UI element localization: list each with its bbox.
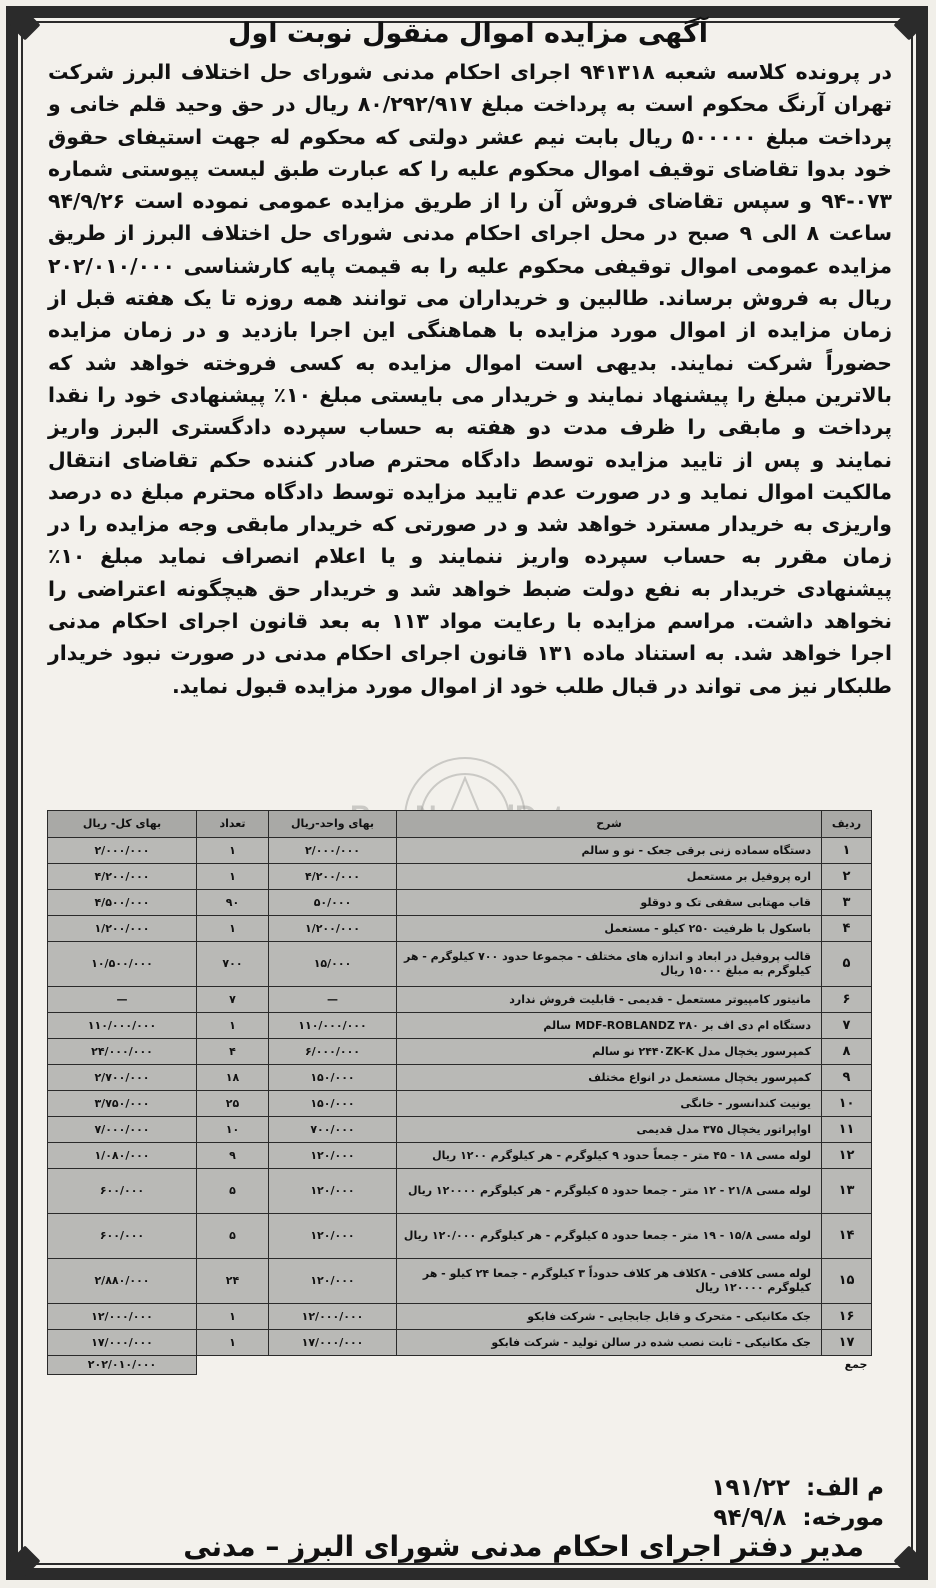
signature-line: مدیر دفتر اجرای احکام مدنی شورای البرز – مدنی	[183, 1530, 864, 1563]
total-value: ۲۰۲/۰۱۰/۰۰۰	[48, 1356, 197, 1375]
items-table	[47, 810, 872, 1375]
notice-date	[713, 1505, 884, 1531]
quantity-cell: ۴	[197, 1039, 269, 1065]
description-cell: لوله مسی ۲۱/۸ - ۱۲ متر - جمعا حدود ۵ کیلوگرم - هر کیلوگرم ۱۲۰۰۰۰ ریال	[397, 1169, 822, 1214]
row-number-cell: ۱۲	[822, 1143, 872, 1169]
unit-price-cell: ۱۵/۰۰۰	[269, 942, 397, 987]
total-price-cell: ۱/۰۸۰/۰۰۰	[48, 1143, 197, 1169]
quantity-cell: ۹	[197, 1143, 269, 1169]
total-spacer	[197, 1356, 822, 1375]
table-header-row	[48, 811, 872, 838]
unit-price-cell: ۷۰۰/۰۰۰	[269, 1117, 397, 1143]
quantity-cell: ۷	[197, 987, 269, 1013]
quantity-cell: ۲۵	[197, 1091, 269, 1117]
unit-price-cell: ۱۲۰/۰۰۰	[269, 1143, 397, 1169]
total-price-cell: ۶۰۰/۰۰۰	[48, 1169, 197, 1214]
reference-number	[711, 1475, 884, 1501]
total-price-cell: ۱۱۰/۰۰۰/۰۰۰	[48, 1013, 197, 1039]
table-row	[48, 916, 872, 942]
row-number-cell: ۴	[822, 916, 872, 942]
row-number-cell: ۱۴	[822, 1214, 872, 1259]
total-price-cell: ۷/۰۰۰/۰۰۰	[48, 1117, 197, 1143]
description-cell: اره پروفیل بر مستعمل	[397, 864, 822, 890]
quantity-cell: ۵	[197, 1214, 269, 1259]
unit-price-cell: ۱۵۰/۰۰۰	[269, 1065, 397, 1091]
date-value: ۹۴/۹/۸	[713, 1505, 787, 1531]
quantity-cell: ۱۸	[197, 1065, 269, 1091]
quantity-cell: ۱	[197, 864, 269, 890]
unit-price-cell: ۵۰/۰۰۰	[269, 890, 397, 916]
total-price-cell: ۱۷/۰۰۰/۰۰۰	[48, 1330, 197, 1356]
table-row	[48, 1304, 872, 1330]
date-label: مورخه:	[802, 1505, 884, 1531]
table-row	[48, 838, 872, 864]
description-cell: لوله مسی ۱۸ - ۴۵ متر - جمعاً حدود ۹ کیلوگرم - هر کیلوگرم ۱۲۰۰ ریال	[397, 1143, 822, 1169]
header-unit-price: بهای واحد-ریال	[269, 811, 397, 838]
row-number-cell: ۸	[822, 1039, 872, 1065]
table-row	[48, 1039, 872, 1065]
row-number-cell: ۵	[822, 942, 872, 987]
row-number-cell: ۲	[822, 864, 872, 890]
row-number-cell: ۱	[822, 838, 872, 864]
unit-price-cell: ۱۲۰/۰۰۰	[269, 1169, 397, 1214]
table-row	[48, 1259, 872, 1304]
table-row	[48, 864, 872, 890]
table-row	[48, 942, 872, 987]
row-number-cell: ۱۷	[822, 1330, 872, 1356]
row-number-cell: ۱۰	[822, 1091, 872, 1117]
description-cell: مانیتور کامپیوتر مستعمل - قدیمی - قابلیت فروش ندارد	[397, 987, 822, 1013]
reference-label: م الف:	[806, 1475, 884, 1501]
total-price-cell: ۳/۷۵۰/۰۰۰	[48, 1091, 197, 1117]
description-cell: کمپرسور یخچال مستعمل در انواع مختلف	[397, 1065, 822, 1091]
table-body	[48, 838, 872, 1356]
quantity-cell: ۱	[197, 916, 269, 942]
total-price-cell: ۲/۸۸۰/۰۰۰	[48, 1259, 197, 1304]
notice-title: آگهی مزایده اموال منقول نوبت اول	[228, 18, 708, 49]
table-total-row	[48, 1356, 872, 1375]
quantity-cell: ۷۰۰	[197, 942, 269, 987]
table-row	[48, 1214, 872, 1259]
total-price-cell: —	[48, 987, 197, 1013]
unit-price-cell: ۲/۰۰۰/۰۰۰	[269, 838, 397, 864]
description-cell: جک مکانیکی - متحرک و قابل جابجایی - شرکت فابکو	[397, 1304, 822, 1330]
quantity-cell: ۲۴	[197, 1259, 269, 1304]
total-price-cell: ۴/۲۰۰/۰۰۰	[48, 864, 197, 890]
table-row	[48, 1169, 872, 1214]
quantity-cell: ۱	[197, 1304, 269, 1330]
unit-price-cell: ۱۱۰/۰۰۰/۰۰۰	[269, 1013, 397, 1039]
description-cell: جک مکانیکی - ثابت نصب شده در سالن تولید - شرکت فابکو	[397, 1330, 822, 1356]
table-row	[48, 890, 872, 916]
table-row	[48, 1013, 872, 1039]
row-number-cell: ۱۳	[822, 1169, 872, 1214]
total-price-cell: ۴/۵۰۰/۰۰۰	[48, 890, 197, 916]
table-row	[48, 1091, 872, 1117]
description-cell: باسکول با ظرفیت ۲۵۰ کیلو - مستعمل	[397, 916, 822, 942]
row-number-cell: ۹	[822, 1065, 872, 1091]
description-cell: لوله مسی کلافی - ۸کلاف هر کلاف حدوداً ۳ کیلوگرم - جمعا ۲۴ کیلو - هر کیلوگرم ۱۲۰۰۰۰ ریال	[397, 1259, 822, 1304]
table-row	[48, 1065, 872, 1091]
row-number-cell: ۱۶	[822, 1304, 872, 1330]
total-price-cell: ۲۴/۰۰۰/۰۰۰	[48, 1039, 197, 1065]
description-cell: لوله مسی ۱۵/۸ - ۱۹ متر - جمعا حدود ۵ کیلوگرم - هر کیلوگرم ۱۲۰/۰۰۰ ریال	[397, 1214, 822, 1259]
row-number-cell: ۱۵	[822, 1259, 872, 1304]
row-number-cell: ۱۱	[822, 1117, 872, 1143]
unit-price-cell: ۱۵۰/۰۰۰	[269, 1091, 397, 1117]
unit-price-cell: ۶/۰۰۰/۰۰۰	[269, 1039, 397, 1065]
quantity-cell: ۹۰	[197, 890, 269, 916]
row-number-cell: ۶	[822, 987, 872, 1013]
header-description: شرح	[397, 811, 822, 838]
table-row	[48, 987, 872, 1013]
description-cell: یونیت کندانسور - خانگی	[397, 1091, 822, 1117]
total-price-cell: ۱۲/۰۰۰/۰۰۰	[48, 1304, 197, 1330]
row-number-cell: ۷	[822, 1013, 872, 1039]
notice-body: در پرونده کلاسه شعبه ۹۴۱۳۱۸ اجرای احکام مدنی شورای حل اختلاف البرز شرکت تهران آرنگ محکوم است به پرداخت مبلغ ۸۰/۲۹۲/۹۱۷ ریال در حق وحید قلم خانی و پرداخت مبلغ ۵۰۰۰۰۰ ریال بابت نیم عشر دولتی که محکوم له جهت استیفای حقوق خود بدوا تقاضای توقیف اموال محکوم علیه را که عبارت طبق لیست پیوستی شماره ۰۷۳-۹۴ و سپس تقاضای فروش آن را از طریق مزایده عمومی نموده است ۹۴/۹/۲۶ ساعت ۸ الی ۹ صبح در محل اجرای احکام مدنی شورای حل اختلاف البرز از طریق مزایده عمومی اموال توقیفی محکوم علیه را به قیمت پایه کارشناسی ۲۰۲/۰۱۰/۰۰۰ ریال به فروش برساند. طالبین و خریداران می توانند همه روزه تا یک هفته قبل از زمان مزایده از اموال مورد مزایده با هماهنگی این اجرا بازدید و در زمان مزایده حضوراً شرکت نمایند. بدیهی است اموال مزایده به کسی فروخته خواهد شد که بالاترین مبلغ را پیشنهاد نمایند و خریدار می بایستی مبلغ ۱۰٪ پیشنهادی خود را نقدا پرداخت و مابقی را ظرف مدت دو هفته به حساب سپرده دادگستری البرز واریز نمایند و پس از تایید مزایده توسط دادگاه محترم صادر کننده حکم تقاضای انتقال مالکیت اموال نماید و در صورت عدم تایید مزایده توسط دادگاه محترم مبلغ ده درصد واریزی به خریدار مسترد خواهد شد و در صورتی که خریدار مابقی وجه مزایده را در زمان مقرر به حساب سپرده واریز ننمایند و یا اعلام انصراف نماید مبلغ ۱۰٪ پیشنهادی خریدار به نفع دولت ضبط خواهد شد و خریدار حق هیچگونه اعتراضی را نخواهد داشت. مراسم مزایده با رعایت مواد ۱۱۳ به بعد قانون اجرای احکام مدنی اجرا خواهد شد. به استناد ماده ۱۳۱ قانون اجرای احکام مدنی در صورت نبود خریدار طلبکار نیز می تواند در قبال طلب خود از اموال مورد مزایده قبول نماید.	[48, 60, 893, 698]
unit-price-cell: ۱۲۰/۰۰۰	[269, 1259, 397, 1304]
header-row-number: ردیف	[822, 811, 872, 838]
total-price-cell: ۱/۲۰۰/۰۰۰	[48, 916, 197, 942]
description-cell: قالب پروفیل در ابعاد و اندازه های مختلف - مجموعا حدود ۷۰۰ کیلوگرم - هر کیلوگرم به مبلغ ۱۵۰۰۰ ریال	[397, 942, 822, 987]
table-row	[48, 1117, 872, 1143]
total-price-cell: ۶۰۰/۰۰۰	[48, 1214, 197, 1259]
description-cell: کمپرسور یخچال مدل ۲۴۴۰ZK-K نو سالم	[397, 1039, 822, 1065]
quantity-cell: ۵	[197, 1169, 269, 1214]
total-price-cell: ۲/۰۰۰/۰۰۰	[48, 838, 197, 864]
header-quantity: تعداد	[197, 811, 269, 838]
unit-price-cell: ۱/۲۰۰/۰۰۰	[269, 916, 397, 942]
table-row	[48, 1330, 872, 1356]
row-number-cell: ۳	[822, 890, 872, 916]
description-cell: دستگاه ام دی اف بر ۳۸۰ MDF-ROBLANDZ سالم	[397, 1013, 822, 1039]
description-cell: دستگاه سماده زنی برقی جعک - نو و سالم	[397, 838, 822, 864]
unit-price-cell: —	[269, 987, 397, 1013]
quantity-cell: ۱	[197, 1013, 269, 1039]
unit-price-cell: ۴/۲۰۰/۰۰۰	[269, 864, 397, 890]
description-cell: اواپراتور یخچال ۳۷۵ مدل قدیمی	[397, 1117, 822, 1143]
items-table-wrap	[48, 810, 872, 1375]
header-total-price: بهای کل- ریال	[48, 811, 197, 838]
total-price-cell: ۲/۷۰۰/۰۰۰	[48, 1065, 197, 1091]
quantity-cell: ۱۰	[197, 1117, 269, 1143]
total-price-cell: ۱۰/۵۰۰/۰۰۰	[48, 942, 197, 987]
total-label: جمع	[822, 1356, 872, 1375]
quantity-cell: ۱	[197, 838, 269, 864]
table-row	[48, 1143, 872, 1169]
unit-price-cell: ۱۷/۰۰۰/۰۰۰	[269, 1330, 397, 1356]
unit-price-cell: ۱۲۰/۰۰۰	[269, 1214, 397, 1259]
quantity-cell: ۱	[197, 1330, 269, 1356]
unit-price-cell: ۱۲/۰۰۰/۰۰۰	[269, 1304, 397, 1330]
reference-value: ۱۹۱/۲۲	[711, 1475, 790, 1501]
description-cell: قاب مهتابی سقفی تک و دوقلو	[397, 890, 822, 916]
